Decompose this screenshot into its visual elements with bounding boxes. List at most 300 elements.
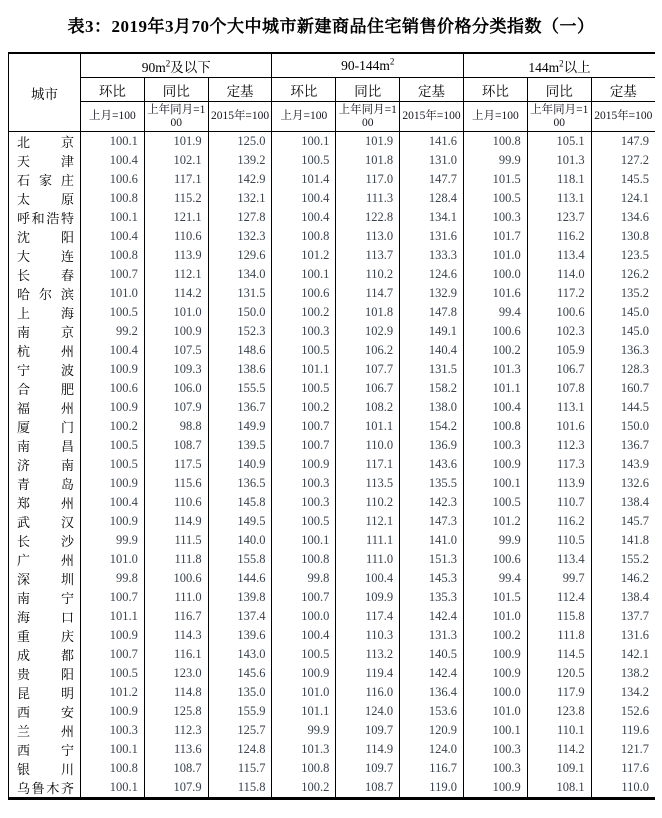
value-cell: 152.3 bbox=[208, 322, 272, 341]
value-cell: 107.9 bbox=[144, 398, 208, 417]
value-cell: 100.7 bbox=[272, 436, 336, 455]
table-row bbox=[9, 246, 656, 265]
value-cell: 100.9 bbox=[463, 778, 527, 799]
value-cell: 101.2 bbox=[272, 246, 336, 265]
value-cell: 100.9 bbox=[463, 645, 527, 664]
superscript-2: 2 bbox=[559, 58, 564, 68]
value-cell: 124.1 bbox=[591, 189, 655, 208]
group-label: 90-144m bbox=[341, 57, 390, 73]
value-cell: 140.9 bbox=[208, 455, 272, 474]
value-cell: 140.5 bbox=[400, 645, 464, 664]
value-cell: 100.6 bbox=[527, 303, 591, 322]
value-cell: 110.0 bbox=[591, 778, 655, 799]
value-cell: 117.1 bbox=[144, 170, 208, 189]
value-cell: 139.5 bbox=[208, 436, 272, 455]
value-cell: 101.0 bbox=[463, 607, 527, 626]
value-cell: 101.6 bbox=[527, 417, 591, 436]
value-cell: 99.9 bbox=[272, 721, 336, 740]
group-label: 144m bbox=[528, 59, 560, 75]
value-cell: 143.9 bbox=[591, 455, 655, 474]
value-cell: 114.0 bbox=[527, 265, 591, 284]
value-cell: 99.7 bbox=[527, 569, 591, 588]
value-cell: 100.7 bbox=[272, 588, 336, 607]
value-cell: 142.3 bbox=[400, 493, 464, 512]
value-cell: 110.2 bbox=[336, 265, 400, 284]
base-header-prev-month: 上月=100 bbox=[81, 102, 145, 132]
value-cell: 107.5 bbox=[144, 341, 208, 360]
metric-header-row bbox=[9, 78, 656, 102]
value-cell: 101.3 bbox=[272, 740, 336, 759]
value-cell: 117.5 bbox=[144, 455, 208, 474]
value-cell: 100.4 bbox=[272, 626, 336, 645]
value-cell: 100.7 bbox=[81, 265, 145, 284]
value-cell: 136.3 bbox=[591, 341, 655, 360]
value-cell: 111.0 bbox=[336, 550, 400, 569]
value-cell: 123.7 bbox=[527, 208, 591, 227]
value-cell: 138.2 bbox=[591, 664, 655, 683]
value-cell: 99.4 bbox=[463, 303, 527, 322]
value-cell: 145.0 bbox=[591, 303, 655, 322]
value-cell: 111.3 bbox=[336, 189, 400, 208]
city-cell: 福州 bbox=[9, 398, 81, 417]
value-cell: 100.5 bbox=[81, 436, 145, 455]
value-cell: 143.0 bbox=[208, 645, 272, 664]
value-cell: 139.8 bbox=[208, 588, 272, 607]
base-header-prev-year: 上年同月=100 bbox=[527, 102, 591, 132]
value-cell: 100.7 bbox=[272, 417, 336, 436]
value-cell: 100.6 bbox=[81, 170, 145, 189]
value-cell: 130.8 bbox=[591, 227, 655, 246]
value-cell: 101.2 bbox=[81, 683, 145, 702]
base-header-prev-month: 上月=100 bbox=[272, 102, 336, 132]
value-cell: 108.2 bbox=[336, 398, 400, 417]
value-cell: 141.8 bbox=[591, 531, 655, 550]
value-cell: 113.2 bbox=[336, 645, 400, 664]
group-header-144-above bbox=[463, 53, 655, 78]
value-cell: 111.1 bbox=[336, 531, 400, 550]
value-cell: 142.1 bbox=[591, 645, 655, 664]
value-cell: 109.7 bbox=[336, 759, 400, 778]
table-row bbox=[9, 303, 656, 322]
city-cell: 上海 bbox=[9, 303, 81, 322]
value-cell: 152.6 bbox=[591, 702, 655, 721]
value-cell: 101.0 bbox=[463, 702, 527, 721]
value-cell: 100.5 bbox=[272, 341, 336, 360]
value-cell: 107.7 bbox=[336, 360, 400, 379]
table-row bbox=[9, 550, 656, 569]
value-cell: 100.0 bbox=[463, 265, 527, 284]
value-cell: 136.5 bbox=[208, 474, 272, 493]
table-row bbox=[9, 379, 656, 398]
value-cell: 148.6 bbox=[208, 341, 272, 360]
value-cell: 145.6 bbox=[208, 664, 272, 683]
value-cell: 100.9 bbox=[81, 626, 145, 645]
table-row bbox=[9, 588, 656, 607]
value-cell: 117.1 bbox=[336, 455, 400, 474]
value-cell: 138.0 bbox=[400, 398, 464, 417]
value-cell: 100.1 bbox=[272, 132, 336, 152]
value-cell: 100.9 bbox=[81, 398, 145, 417]
value-cell: 100.6 bbox=[81, 379, 145, 398]
value-cell: 138.6 bbox=[208, 360, 272, 379]
value-cell: 149.9 bbox=[208, 417, 272, 436]
value-cell: 150.0 bbox=[591, 417, 655, 436]
value-cell: 111.5 bbox=[144, 531, 208, 550]
value-cell: 134.6 bbox=[591, 208, 655, 227]
value-cell: 114.8 bbox=[144, 683, 208, 702]
value-cell: 101.7 bbox=[463, 227, 527, 246]
value-cell: 128.3 bbox=[591, 360, 655, 379]
table-row bbox=[9, 398, 656, 417]
value-cell: 122.8 bbox=[336, 208, 400, 227]
value-cell: 114.7 bbox=[336, 284, 400, 303]
value-cell: 106.2 bbox=[336, 341, 400, 360]
table-row bbox=[9, 341, 656, 360]
value-cell: 132.3 bbox=[208, 227, 272, 246]
value-cell: 117.3 bbox=[527, 455, 591, 474]
value-cell: 100.5 bbox=[463, 189, 527, 208]
group-header-90-and-below bbox=[81, 53, 272, 78]
value-cell: 98.8 bbox=[144, 417, 208, 436]
value-cell: 101.1 bbox=[463, 379, 527, 398]
value-cell: 112.1 bbox=[144, 265, 208, 284]
value-cell: 117.6 bbox=[591, 759, 655, 778]
value-cell: 113.5 bbox=[336, 474, 400, 493]
city-cell: 长春 bbox=[9, 265, 81, 284]
value-cell: 127.8 bbox=[208, 208, 272, 227]
value-cell: 119.0 bbox=[400, 778, 464, 799]
value-cell: 145.5 bbox=[591, 170, 655, 189]
value-cell: 100.3 bbox=[463, 208, 527, 227]
value-cell: 100.1 bbox=[272, 531, 336, 550]
value-cell: 141.6 bbox=[400, 132, 464, 152]
value-cell: 153.6 bbox=[400, 702, 464, 721]
table-row bbox=[9, 208, 656, 227]
city-cell: 北京 bbox=[9, 132, 81, 152]
value-cell: 100.9 bbox=[81, 474, 145, 493]
value-cell: 100.3 bbox=[272, 322, 336, 341]
value-cell: 124.0 bbox=[400, 740, 464, 759]
value-cell: 114.9 bbox=[336, 740, 400, 759]
value-cell: 114.5 bbox=[527, 645, 591, 664]
value-cell: 106.0 bbox=[144, 379, 208, 398]
value-cell: 113.9 bbox=[527, 474, 591, 493]
value-cell: 126.2 bbox=[591, 265, 655, 284]
value-cell: 106.7 bbox=[527, 360, 591, 379]
city-cell: 贵阳 bbox=[9, 664, 81, 683]
city-cell: 武汉 bbox=[9, 512, 81, 531]
value-cell: 123.0 bbox=[144, 664, 208, 683]
value-cell: 100.2 bbox=[272, 778, 336, 799]
city-cell: 郑州 bbox=[9, 493, 81, 512]
value-cell: 100.1 bbox=[81, 740, 145, 759]
value-cell: 117.0 bbox=[336, 170, 400, 189]
value-cell: 101.0 bbox=[81, 550, 145, 569]
city-cell: 石家庄 bbox=[9, 170, 81, 189]
value-cell: 100.3 bbox=[272, 474, 336, 493]
value-cell: 101.1 bbox=[336, 417, 400, 436]
value-cell: 99.9 bbox=[463, 151, 527, 170]
value-cell: 113.1 bbox=[527, 189, 591, 208]
city-cell: 太原 bbox=[9, 189, 81, 208]
value-cell: 99.2 bbox=[81, 322, 145, 341]
group-header-90-144 bbox=[272, 53, 463, 78]
city-cell: 兰州 bbox=[9, 721, 81, 740]
value-cell: 132.1 bbox=[208, 189, 272, 208]
table-row bbox=[9, 569, 656, 588]
group-label-suffix: 及以下 bbox=[170, 59, 211, 75]
value-cell: 125.0 bbox=[208, 132, 272, 152]
table-row bbox=[9, 455, 656, 474]
table-row bbox=[9, 683, 656, 702]
value-cell: 116.0 bbox=[336, 683, 400, 702]
value-cell: 109.3 bbox=[144, 360, 208, 379]
value-cell: 144.6 bbox=[208, 569, 272, 588]
value-cell: 131.6 bbox=[400, 227, 464, 246]
value-cell: 135.0 bbox=[208, 683, 272, 702]
value-cell: 108.7 bbox=[144, 759, 208, 778]
value-cell: 134.1 bbox=[400, 208, 464, 227]
value-cell: 155.2 bbox=[591, 550, 655, 569]
city-cell: 天津 bbox=[9, 151, 81, 170]
value-cell: 100.2 bbox=[272, 303, 336, 322]
table-row bbox=[9, 493, 656, 512]
city-cell: 杭州 bbox=[9, 341, 81, 360]
value-cell: 101.2 bbox=[463, 512, 527, 531]
value-cell: 100.4 bbox=[272, 208, 336, 227]
value-cell: 100.2 bbox=[463, 341, 527, 360]
value-cell: 110.2 bbox=[336, 493, 400, 512]
base-header-2015: 2015年=100 bbox=[208, 102, 272, 132]
value-cell: 101.0 bbox=[272, 683, 336, 702]
table-row bbox=[9, 759, 656, 778]
value-cell: 100.9 bbox=[81, 512, 145, 531]
value-cell: 100.6 bbox=[463, 322, 527, 341]
value-cell: 110.1 bbox=[527, 721, 591, 740]
value-cell: 100.6 bbox=[463, 550, 527, 569]
value-cell: 105.9 bbox=[527, 341, 591, 360]
value-cell: 101.8 bbox=[336, 151, 400, 170]
value-cell: 134.0 bbox=[208, 265, 272, 284]
value-cell: 136.7 bbox=[208, 398, 272, 417]
value-cell: 143.6 bbox=[400, 455, 464, 474]
value-cell: 111.0 bbox=[144, 588, 208, 607]
table-row bbox=[9, 436, 656, 455]
value-cell: 114.2 bbox=[527, 740, 591, 759]
city-cell: 重庆 bbox=[9, 626, 81, 645]
value-cell: 102.3 bbox=[527, 322, 591, 341]
value-cell: 100.1 bbox=[463, 721, 527, 740]
value-cell: 100.5 bbox=[272, 151, 336, 170]
value-cell: 100.1 bbox=[81, 132, 145, 152]
value-cell: 112.1 bbox=[336, 512, 400, 531]
value-cell: 102.9 bbox=[336, 322, 400, 341]
value-cell: 113.7 bbox=[336, 246, 400, 265]
value-cell: 100.4 bbox=[81, 341, 145, 360]
value-cell: 115.6 bbox=[144, 474, 208, 493]
group-header-row bbox=[9, 53, 656, 78]
value-cell: 121.7 bbox=[591, 740, 655, 759]
value-cell: 155.9 bbox=[208, 702, 272, 721]
value-cell: 131.5 bbox=[208, 284, 272, 303]
city-cell: 合肥 bbox=[9, 379, 81, 398]
value-cell: 100.5 bbox=[81, 664, 145, 683]
value-cell: 113.4 bbox=[527, 246, 591, 265]
value-cell: 108.7 bbox=[336, 778, 400, 799]
value-cell: 125.8 bbox=[144, 702, 208, 721]
value-cell: 101.9 bbox=[336, 132, 400, 152]
value-cell: 99.8 bbox=[272, 569, 336, 588]
value-cell: 100.3 bbox=[463, 436, 527, 455]
value-cell: 100.9 bbox=[272, 455, 336, 474]
value-cell: 100.4 bbox=[81, 151, 145, 170]
table-row bbox=[9, 189, 656, 208]
value-cell: 110.6 bbox=[144, 493, 208, 512]
value-cell: 112.4 bbox=[527, 588, 591, 607]
value-cell: 100.3 bbox=[81, 721, 145, 740]
value-cell: 100.8 bbox=[81, 759, 145, 778]
value-cell: 101.4 bbox=[272, 170, 336, 189]
value-cell: 124.8 bbox=[208, 740, 272, 759]
value-cell: 121.1 bbox=[144, 208, 208, 227]
value-cell: 100.8 bbox=[81, 189, 145, 208]
value-cell: 102.1 bbox=[144, 151, 208, 170]
value-cell: 109.9 bbox=[336, 588, 400, 607]
value-cell: 147.8 bbox=[400, 303, 464, 322]
city-cell: 南京 bbox=[9, 322, 81, 341]
value-cell: 115.2 bbox=[144, 189, 208, 208]
value-cell: 107.9 bbox=[144, 778, 208, 799]
value-cell: 113.6 bbox=[144, 740, 208, 759]
value-cell: 140.4 bbox=[400, 341, 464, 360]
value-cell: 160.7 bbox=[591, 379, 655, 398]
value-cell: 100.4 bbox=[336, 569, 400, 588]
value-cell: 135.3 bbox=[400, 588, 464, 607]
metric-header-fixed-base: 定基 bbox=[591, 78, 655, 102]
value-cell: 116.2 bbox=[527, 512, 591, 531]
value-cell: 119.6 bbox=[591, 721, 655, 740]
table-row bbox=[9, 265, 656, 284]
value-cell: 120.5 bbox=[527, 664, 591, 683]
value-cell: 125.7 bbox=[208, 721, 272, 740]
city-cell: 银川 bbox=[9, 759, 81, 778]
value-cell: 100.6 bbox=[144, 569, 208, 588]
value-cell: 100.1 bbox=[272, 265, 336, 284]
value-cell: 150.0 bbox=[208, 303, 272, 322]
value-cell: 100.4 bbox=[463, 398, 527, 417]
metric-header-yoy: 同比 bbox=[144, 78, 208, 102]
value-cell: 107.8 bbox=[527, 379, 591, 398]
value-cell: 137.7 bbox=[591, 607, 655, 626]
value-cell: 140.0 bbox=[208, 531, 272, 550]
value-cell: 147.9 bbox=[591, 132, 655, 152]
value-cell: 100.1 bbox=[81, 208, 145, 227]
table-row bbox=[9, 778, 656, 799]
base-header-prev-year: 上年同月=100 bbox=[144, 102, 208, 132]
value-cell: 100.0 bbox=[272, 607, 336, 626]
base-header-2015: 2015年=100 bbox=[591, 102, 655, 132]
value-cell: 100.3 bbox=[463, 740, 527, 759]
value-cell: 114.2 bbox=[144, 284, 208, 303]
value-cell: 100.2 bbox=[463, 626, 527, 645]
group-label-suffix: 以上 bbox=[563, 59, 591, 75]
value-cell: 123.8 bbox=[527, 702, 591, 721]
city-cell: 西安 bbox=[9, 702, 81, 721]
table-row bbox=[9, 721, 656, 740]
table-row bbox=[9, 645, 656, 664]
value-cell: 105.1 bbox=[527, 132, 591, 152]
value-cell: 124.6 bbox=[400, 265, 464, 284]
value-cell: 115.7 bbox=[208, 759, 272, 778]
value-cell: 110.5 bbox=[527, 531, 591, 550]
value-cell: 106.7 bbox=[336, 379, 400, 398]
value-cell: 101.0 bbox=[144, 303, 208, 322]
value-cell: 100.8 bbox=[272, 550, 336, 569]
value-cell: 101.8 bbox=[336, 303, 400, 322]
value-cell: 144.5 bbox=[591, 398, 655, 417]
value-cell: 100.0 bbox=[463, 683, 527, 702]
base-header-row bbox=[9, 102, 656, 132]
value-cell: 100.8 bbox=[463, 132, 527, 152]
base-header-prev-year: 上年同月=100 bbox=[336, 102, 400, 132]
city-cell: 沈阳 bbox=[9, 227, 81, 246]
value-cell: 131.3 bbox=[400, 626, 464, 645]
value-cell: 154.2 bbox=[400, 417, 464, 436]
value-cell: 117.4 bbox=[336, 607, 400, 626]
city-cell: 呼和浩特 bbox=[9, 208, 81, 227]
city-column-header: 城市 bbox=[9, 53, 81, 132]
value-cell: 113.0 bbox=[336, 227, 400, 246]
value-cell: 100.9 bbox=[81, 702, 145, 721]
value-cell: 101.5 bbox=[463, 170, 527, 189]
city-cell: 宁波 bbox=[9, 360, 81, 379]
value-cell: 155.5 bbox=[208, 379, 272, 398]
city-cell: 成都 bbox=[9, 645, 81, 664]
table-row bbox=[9, 322, 656, 341]
city-cell: 乌鲁木齐 bbox=[9, 778, 81, 799]
value-cell: 110.3 bbox=[336, 626, 400, 645]
city-cell: 西宁 bbox=[9, 740, 81, 759]
value-cell: 119.4 bbox=[336, 664, 400, 683]
city-cell: 青岛 bbox=[9, 474, 81, 493]
value-cell: 110.0 bbox=[336, 436, 400, 455]
value-cell: 142.9 bbox=[208, 170, 272, 189]
table-row bbox=[9, 417, 656, 436]
table-row bbox=[9, 151, 656, 170]
city-cell: 海口 bbox=[9, 607, 81, 626]
value-cell: 101.0 bbox=[463, 246, 527, 265]
value-cell: 158.2 bbox=[400, 379, 464, 398]
value-cell: 146.2 bbox=[591, 569, 655, 588]
table-row bbox=[9, 626, 656, 645]
table-row bbox=[9, 702, 656, 721]
table-row bbox=[9, 132, 656, 152]
value-cell: 115.8 bbox=[527, 607, 591, 626]
value-cell: 108.7 bbox=[144, 436, 208, 455]
city-cell: 广州 bbox=[9, 550, 81, 569]
value-cell: 112.3 bbox=[144, 721, 208, 740]
table-row bbox=[9, 227, 656, 246]
table-row bbox=[9, 531, 656, 550]
value-cell: 131.0 bbox=[400, 151, 464, 170]
table-row bbox=[9, 512, 656, 531]
value-cell: 100.9 bbox=[272, 664, 336, 683]
metric-header-fixed-base: 定基 bbox=[208, 78, 272, 102]
value-cell: 139.6 bbox=[208, 626, 272, 645]
city-cell: 厦门 bbox=[9, 417, 81, 436]
value-cell: 100.6 bbox=[272, 284, 336, 303]
value-cell: 100.2 bbox=[272, 398, 336, 417]
